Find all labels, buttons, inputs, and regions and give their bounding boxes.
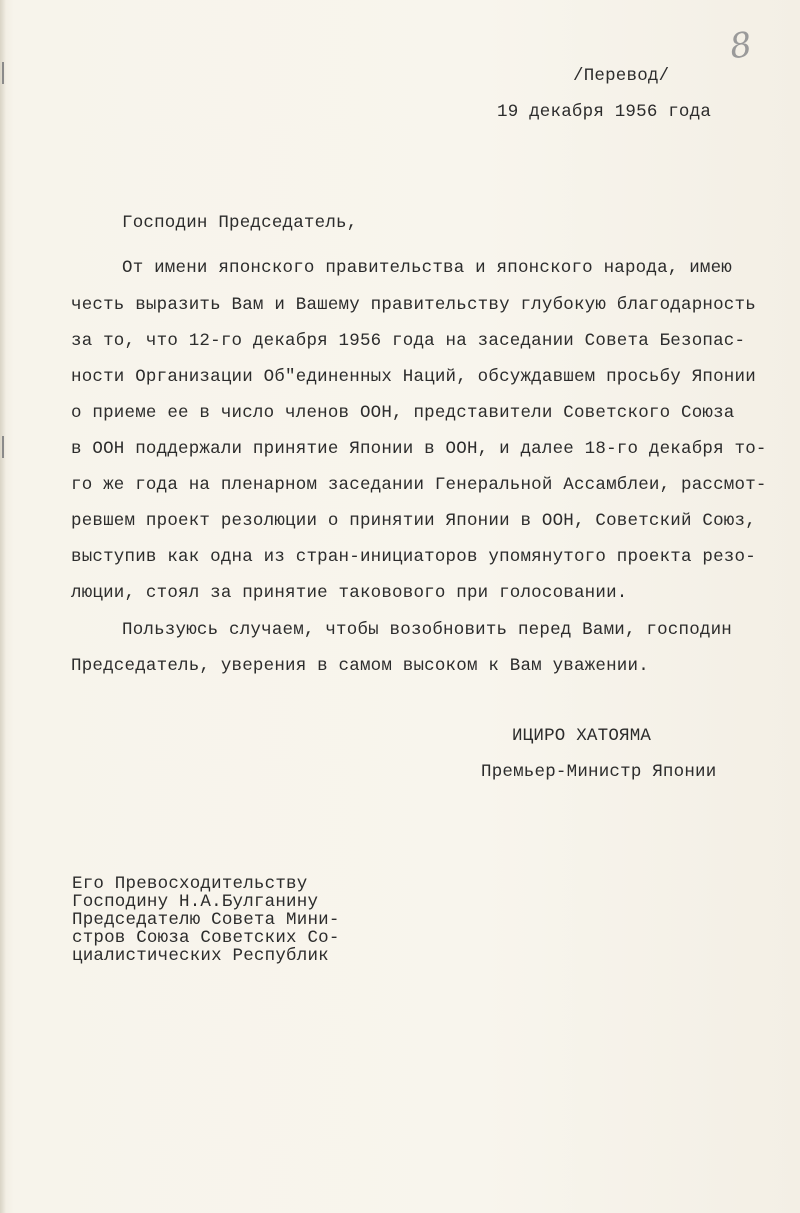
letter-date: 19 декабря 1956 года: [497, 102, 712, 122]
signature-title: Премьер-Министр Японии: [481, 762, 717, 782]
addressee-line: Председателю Совета Мини-: [72, 910, 340, 930]
signature-name: ИЦИРО ХАТОЯМА: [512, 726, 652, 746]
margin-mark: [2, 62, 4, 84]
translation-label: /Перевод/: [573, 66, 670, 86]
page-number: 8: [727, 24, 755, 68]
body-line: выступив как одна из стран-инициаторов упомянутого проекта резо-: [71, 547, 756, 567]
addressee-line: Господину Н.А.Булганину: [72, 892, 319, 912]
body-line: в ООН поддержали принятие Японии в ООН, и далее 18-го декабря то-: [71, 439, 767, 459]
addressee-line: Его Превосходительству: [72, 874, 308, 894]
closing-line: Пользуюсь случаем, чтобы возобновить перед Вами, господин: [122, 620, 732, 640]
body-line: о приеме ее в число членов ООН, представители Советского Союза: [71, 403, 735, 423]
margin-mark: [2, 436, 4, 458]
body-line: за то, что 12-го декабря 1956 года на заседании Совета Безопас-: [71, 331, 746, 351]
body-line: ревшем проект резолюции о принятии Японии в ООН, Советский Союз,: [71, 511, 756, 531]
body-line: ности Организации Об"единенных Наций, обсуждавшем просьбу Японии: [71, 367, 756, 387]
body-line: люции, стоял за принятие таковового при голосовании.: [71, 583, 628, 603]
body-line: го же года на пленарном заседании Генеральной Ассамблеи, рассмот-: [71, 475, 767, 495]
salutation: Господин Председатель,: [122, 213, 358, 233]
body-line: От имени японского правительства и японского народа, имею: [122, 258, 732, 278]
closing-line: Председатель, уверения в самом высоком к Вам уважении.: [71, 656, 649, 676]
page-edge-shadow: [0, 0, 6, 1213]
addressee-line: циалистических Республик: [72, 946, 329, 966]
addressee-line: стров Союза Советских Со-: [72, 928, 340, 948]
body-line: честь выразить Вам и Вашему правительству глубокую благодарность: [71, 295, 756, 315]
